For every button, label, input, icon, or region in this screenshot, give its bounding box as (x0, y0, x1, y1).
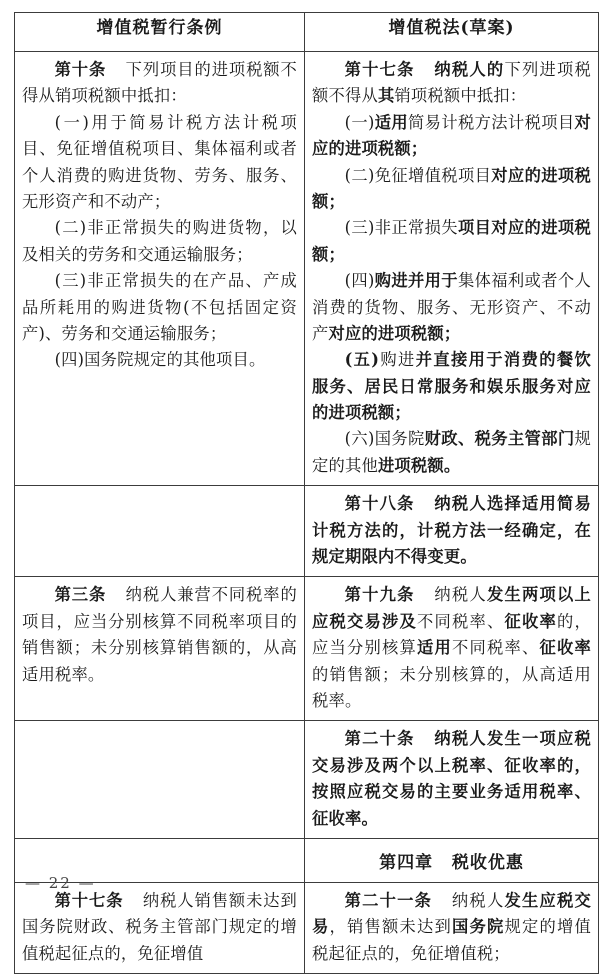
unchanged-text-run: (六) (344, 429, 375, 449)
article-label: 第十八条 (344, 494, 415, 514)
paragraph (312, 582, 591, 714)
unchanged-text-run: (三) (344, 218, 375, 238)
new-text-run: (五) (344, 350, 380, 370)
unchanged-text-run: 集体福利或者个人消费的货物、服务、无形资产、不动产 (312, 271, 591, 343)
article-label: 第十七条 (54, 890, 124, 910)
header-left-regulation: 增值税暂行条例 (15, 13, 305, 52)
header-right-draft-law: 增值税法(草案) (305, 13, 599, 52)
paragraph-text: (四)国务院规定的其他项目。 (54, 350, 266, 370)
draft-law-text (305, 52, 598, 485)
new-text-run: 财政、税务主管部 (424, 429, 558, 449)
regulation-text (15, 883, 304, 973)
paragraph (312, 726, 591, 832)
cell-draft-law (305, 721, 599, 839)
cell-empty (15, 721, 305, 839)
paragraph (22, 215, 297, 268)
unchanged-text-run: 销项税额中抵扣： (394, 86, 527, 106)
new-text-run: 征收率 (539, 638, 591, 658)
new-text-run: 纳税人选择适用简易计税方法的，计税方法一经确定，在规定期限内不得变更。 (312, 494, 591, 567)
article-label: 第十七条 (344, 60, 415, 79)
article-gap (432, 888, 451, 914)
unchanged-text-run: 纳税人 (450, 890, 505, 910)
article-gap (123, 888, 142, 914)
cell-current-regulation (15, 882, 305, 973)
chapter-gap (433, 853, 452, 873)
paragraph (22, 110, 297, 216)
unchanged-text-run: 规定的其他 (312, 429, 591, 475)
article-gap (106, 57, 125, 83)
paragraph-text: 下列项目的进项税额不得从销项税额中抵扣： (22, 60, 297, 106)
draft-law-text (305, 577, 598, 720)
unchanged-text-run: (一) (344, 112, 375, 132)
table-row (15, 838, 599, 882)
paragraph-text: 纳税人销售额未达到国务院财政、税务主管部门规定的增值税起征点的，免征增值 (22, 890, 297, 963)
paragraph (312, 426, 591, 479)
paragraph (22, 268, 297, 347)
cell-draft-law (305, 577, 599, 721)
new-text-run: 项目对应的进项税额； (312, 218, 591, 264)
paragraph-text: (二)非正常损失的购进货物，以及相关的劳务和交通运输服务； (22, 218, 297, 264)
paragraph (312, 888, 591, 967)
paragraph (312, 268, 591, 347)
table-row (15, 882, 599, 973)
paragraph (22, 582, 297, 688)
new-text-run: 对应的进项税额； (312, 112, 592, 159)
paragraph (22, 347, 297, 373)
cell-draft-law (305, 486, 599, 577)
article-label: 第十条 (54, 60, 107, 79)
cell-current-regulation (15, 52, 305, 486)
paragraph (312, 110, 591, 163)
table-row (15, 721, 599, 839)
new-text-run: 发生两项以上应税交易涉及 (312, 585, 591, 631)
article-gap (415, 726, 434, 752)
table-row (15, 52, 599, 486)
new-text-run: 进项税额。 (377, 455, 461, 475)
cell-draft-law (305, 838, 599, 882)
comparison-table (14, 12, 599, 974)
new-text-run: 对应的进项税额； (312, 165, 592, 211)
cell-current-regulation (15, 577, 305, 721)
regulation-text (15, 52, 304, 380)
article-label: 第十九条 (344, 585, 415, 605)
unchanged-text-run: (四) (344, 271, 375, 291)
article-gap (415, 57, 434, 83)
new-text-run: 纳税人发生一项应税交易涉及两个以上税率、征收率的，按照应税交易的主要业务适用税率、征收率。 (312, 729, 591, 828)
paragraph-text: 纳税人兼营不同税率的项目，应当分别核算不同税率项目的销售额；未分别核算销售额的，从高适用税率。 (22, 585, 297, 684)
chapter-number: 第四章 (379, 852, 434, 873)
paragraph (22, 57, 297, 110)
unchanged-text-run: 不同税率、 (452, 638, 540, 658)
article-gap (106, 582, 125, 608)
unchanged-text-run: 纳税人 (433, 585, 487, 605)
chapter-heading (305, 839, 598, 882)
cell-empty (15, 486, 305, 577)
new-text-run: 其 (377, 86, 395, 106)
unchanged-text-run: 简易计税方法计税项目 (408, 112, 575, 132)
article-label: 第二十条 (344, 729, 415, 749)
article-label: 第二十一条 (344, 890, 433, 910)
unchanged-text-run: 国务院 (374, 429, 425, 449)
page-number: — 22 — (25, 874, 96, 892)
paragraph (312, 491, 591, 570)
unchanged-text-run: ，销售额未达到 (329, 917, 452, 937)
paragraph-text: (一)用于简易计税方法计税项目、免征增值税项目、集体福利或者个人消费的购进货物、劳务、服务、无形资产和不动产； (22, 112, 297, 211)
new-text-run: 纳税人的 (433, 60, 505, 79)
unchanged-text-run: 购进 (379, 350, 416, 370)
new-text-run: 适用 (417, 638, 452, 658)
unchanged-text-run: (二) (344, 165, 375, 185)
paragraph (312, 215, 591, 268)
draft-law-text (305, 883, 598, 973)
article-gap (415, 582, 434, 608)
cell-draft-law (305, 882, 599, 973)
unchanged-text-run: 不同税率、 (417, 611, 505, 631)
table-row (15, 577, 599, 721)
new-text-run: 并直接用于消费的餐饮服务、居民日常服务和娱乐服务对应的进项税额； (312, 350, 591, 423)
article-gap (415, 491, 434, 517)
paragraph (312, 57, 591, 110)
unchanged-text-run: 免征增值税项目 (374, 165, 492, 185)
cell-draft-law (305, 52, 599, 486)
new-text-run: 征收率 (504, 611, 557, 631)
unchanged-text-run: 规定的增值税起征点的，免征增值税； (312, 917, 591, 963)
paragraph (22, 888, 297, 967)
new-text-run: 门 (557, 429, 575, 449)
unchanged-text-run: 非正常损失 (374, 218, 458, 238)
table-header-row (15, 13, 599, 52)
paragraph (312, 163, 591, 216)
table-row (15, 486, 599, 577)
paragraph-text: (三)非正常损失的在产品、产成品所耗用的购进货物(不包括固定资产)、劳务和交通运输服务； (22, 271, 297, 343)
regulation-text (15, 577, 304, 694)
new-text-run: 国务院 (452, 917, 505, 937)
new-text-run: 发生应税交易 (312, 890, 591, 937)
paragraph (312, 347, 591, 426)
new-text-run: 适用 (374, 112, 409, 132)
unchanged-text-run: 下列进项税额不得从 (312, 60, 591, 106)
article-label: 第三条 (54, 585, 107, 605)
table-body (15, 52, 599, 974)
unchanged-text-run: 的，应当分别核算 (312, 611, 591, 658)
new-text-run: 对应的进项税额； (328, 323, 461, 343)
chapter-title: 税收优惠 (451, 852, 524, 873)
draft-law-text (305, 486, 598, 576)
new-text-run: 购进并用于 (374, 271, 458, 291)
unchanged-text-run: 的销售额；未分别核算的，从高适用税率。 (312, 664, 591, 710)
draft-law-text (305, 721, 598, 838)
